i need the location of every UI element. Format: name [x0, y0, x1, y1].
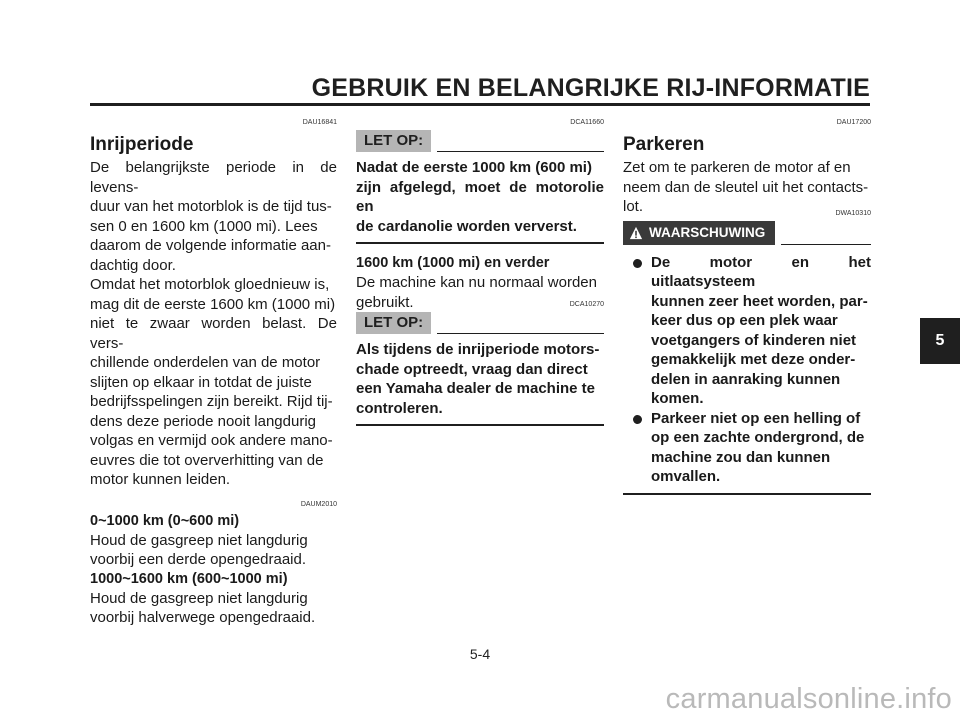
text-line: mag dit de eerste 1600 km (1000 mi) [90, 295, 336, 313]
text-line: Houd de gasgreep niet langdurig [90, 589, 308, 607]
notice-text [356, 158, 604, 236]
text-line: Als tijdens de inrijperiode motors- [356, 341, 600, 358]
text-line: De machine kan nu normaal worden [356, 274, 597, 291]
text-line: keer dus op een plek waar [651, 312, 838, 329]
warning-label: WAARSCHUWING [649, 224, 766, 240]
text-line: motor kunnen leiden. [90, 471, 231, 488]
notice-end-rule [356, 242, 604, 244]
text-line: daarom de volgende informatie aan- [90, 237, 331, 254]
text-line: voorbij halverwege opengedraaid. [90, 609, 316, 626]
warning-rule [781, 244, 871, 245]
notice-rule [437, 151, 604, 152]
paragraph-1000-1600 [90, 589, 337, 628]
text-line: de cardanolie worden ververst. [356, 217, 577, 235]
column-notices [356, 118, 604, 436]
text-line: voorbij een derde opengedraaid. [90, 551, 306, 568]
notice-badge: LET OP: [356, 130, 431, 152]
bullet-icon [633, 259, 642, 268]
text-line: gebruikt. [356, 293, 414, 311]
text-line: lot. [623, 198, 644, 215]
text-line: chillende onderdelen van de motor [90, 354, 321, 371]
section-heading-inrijperiode: Inrijperiode [90, 134, 194, 155]
notice-header [356, 312, 604, 334]
chapter-tab[interactable]: 5 [920, 318, 960, 364]
text-line: dens deze periode nooit langdurig [90, 412, 317, 430]
text-line: kunnen zeer heet worden, par- [651, 292, 868, 310]
warning-end-rule [623, 493, 871, 495]
warning-triangle-icon [629, 226, 643, 240]
text-line: sen 0 en 1600 km (1000 mi). Lees [90, 217, 318, 235]
paragraph-engine [90, 275, 337, 490]
doc-code: DCA11660 [570, 119, 604, 126]
text-line: euvres die tot oververhitting van de [90, 451, 324, 469]
text-line: komen. [651, 390, 704, 407]
text-line: zijn afgelegd, moet de motorolie en [356, 178, 604, 215]
doc-code: DAU16841 [302, 119, 337, 126]
bullet-icon [633, 415, 642, 424]
warning-list [623, 253, 871, 487]
watermark[interactable]: carmanualsonline.info [665, 683, 952, 715]
text-line: delen in aanraking kunnen [651, 370, 841, 388]
doc-code: DAUM2010 [300, 500, 337, 508]
doc-code: DAU17200 [836, 119, 871, 126]
notice-text [356, 340, 604, 418]
doc-code: DCA10270 [569, 301, 604, 308]
list-item [623, 253, 871, 409]
text-line: omvallen. [651, 468, 721, 485]
text-line: op een zachte ondergrond, de [651, 429, 865, 446]
notice-header [356, 130, 604, 152]
notice-badge: LET OP: [356, 312, 431, 334]
doc-code: DWA10310 [835, 209, 871, 217]
text-line: Parkeer niet op een helling of [651, 409, 861, 427]
text-line: duur van het motorblok is de tijd tus- [90, 198, 332, 215]
list-item [623, 409, 871, 487]
notice-end-rule [356, 424, 604, 426]
text-line: neem dan de sleutel uit het contacts- [623, 178, 869, 196]
text-line: bedrijfsspelingen zijn bereikt. Rijd tij- [90, 393, 333, 410]
text-line: Zet om te parkeren de motor af en [623, 159, 851, 176]
text-line: voetgangers of kinderen niet [651, 331, 857, 349]
paragraph-0-1000 [90, 531, 337, 570]
text-line: chade optreedt, vraag dan direct [356, 360, 588, 378]
text-line: machine zou dan kunnen [651, 448, 831, 466]
text-line: een Yamaha dealer de machine te [356, 380, 596, 397]
header-rule [90, 103, 870, 106]
subheading-1000-1600: 1000~1600 km (600~1000 mi) [90, 570, 288, 587]
text-line: Nadat de eerste 1000 km (600 mi) [356, 159, 592, 176]
warning-header [623, 221, 871, 245]
section-heading-parkeren: Parkeren [623, 134, 705, 155]
subheading-0-1000: 0~1000 km (0~600 mi) [90, 512, 240, 529]
text-line: De belangrijkste periode in de levens- [90, 159, 337, 196]
text-line: De motor en het uitlaatsysteem [651, 253, 871, 290]
text-line: Omdat het motorblok gloednieuw is, [90, 276, 330, 293]
text-line: gemakkelijk met deze onder- [651, 351, 856, 368]
page-number: 5-4 [469, 646, 491, 662]
text-line: Houd de gasgreep niet langdurig [90, 531, 308, 549]
notice-rule [437, 333, 604, 334]
paragraph-intro [90, 158, 337, 275]
text-line: dachtig door. [90, 256, 176, 274]
column-parkeren [623, 118, 871, 505]
text-line: volgas en vermijd ook andere mano- [90, 432, 333, 449]
warning-badge [623, 221, 775, 245]
text-line: niet te zwaar worden belast. De vers- [90, 315, 337, 352]
column-inrijperiode [90, 118, 337, 628]
text-line: slijten op elkaar in totdat de juiste [90, 373, 312, 391]
text-line: controleren. [356, 399, 443, 417]
page-header-title: GEBRUIK EN BELANGRIJKE RIJ-INFORMATIE [311, 74, 870, 102]
subheading-1600-plus: 1600 km (1000 mi) en verder [356, 255, 550, 271]
